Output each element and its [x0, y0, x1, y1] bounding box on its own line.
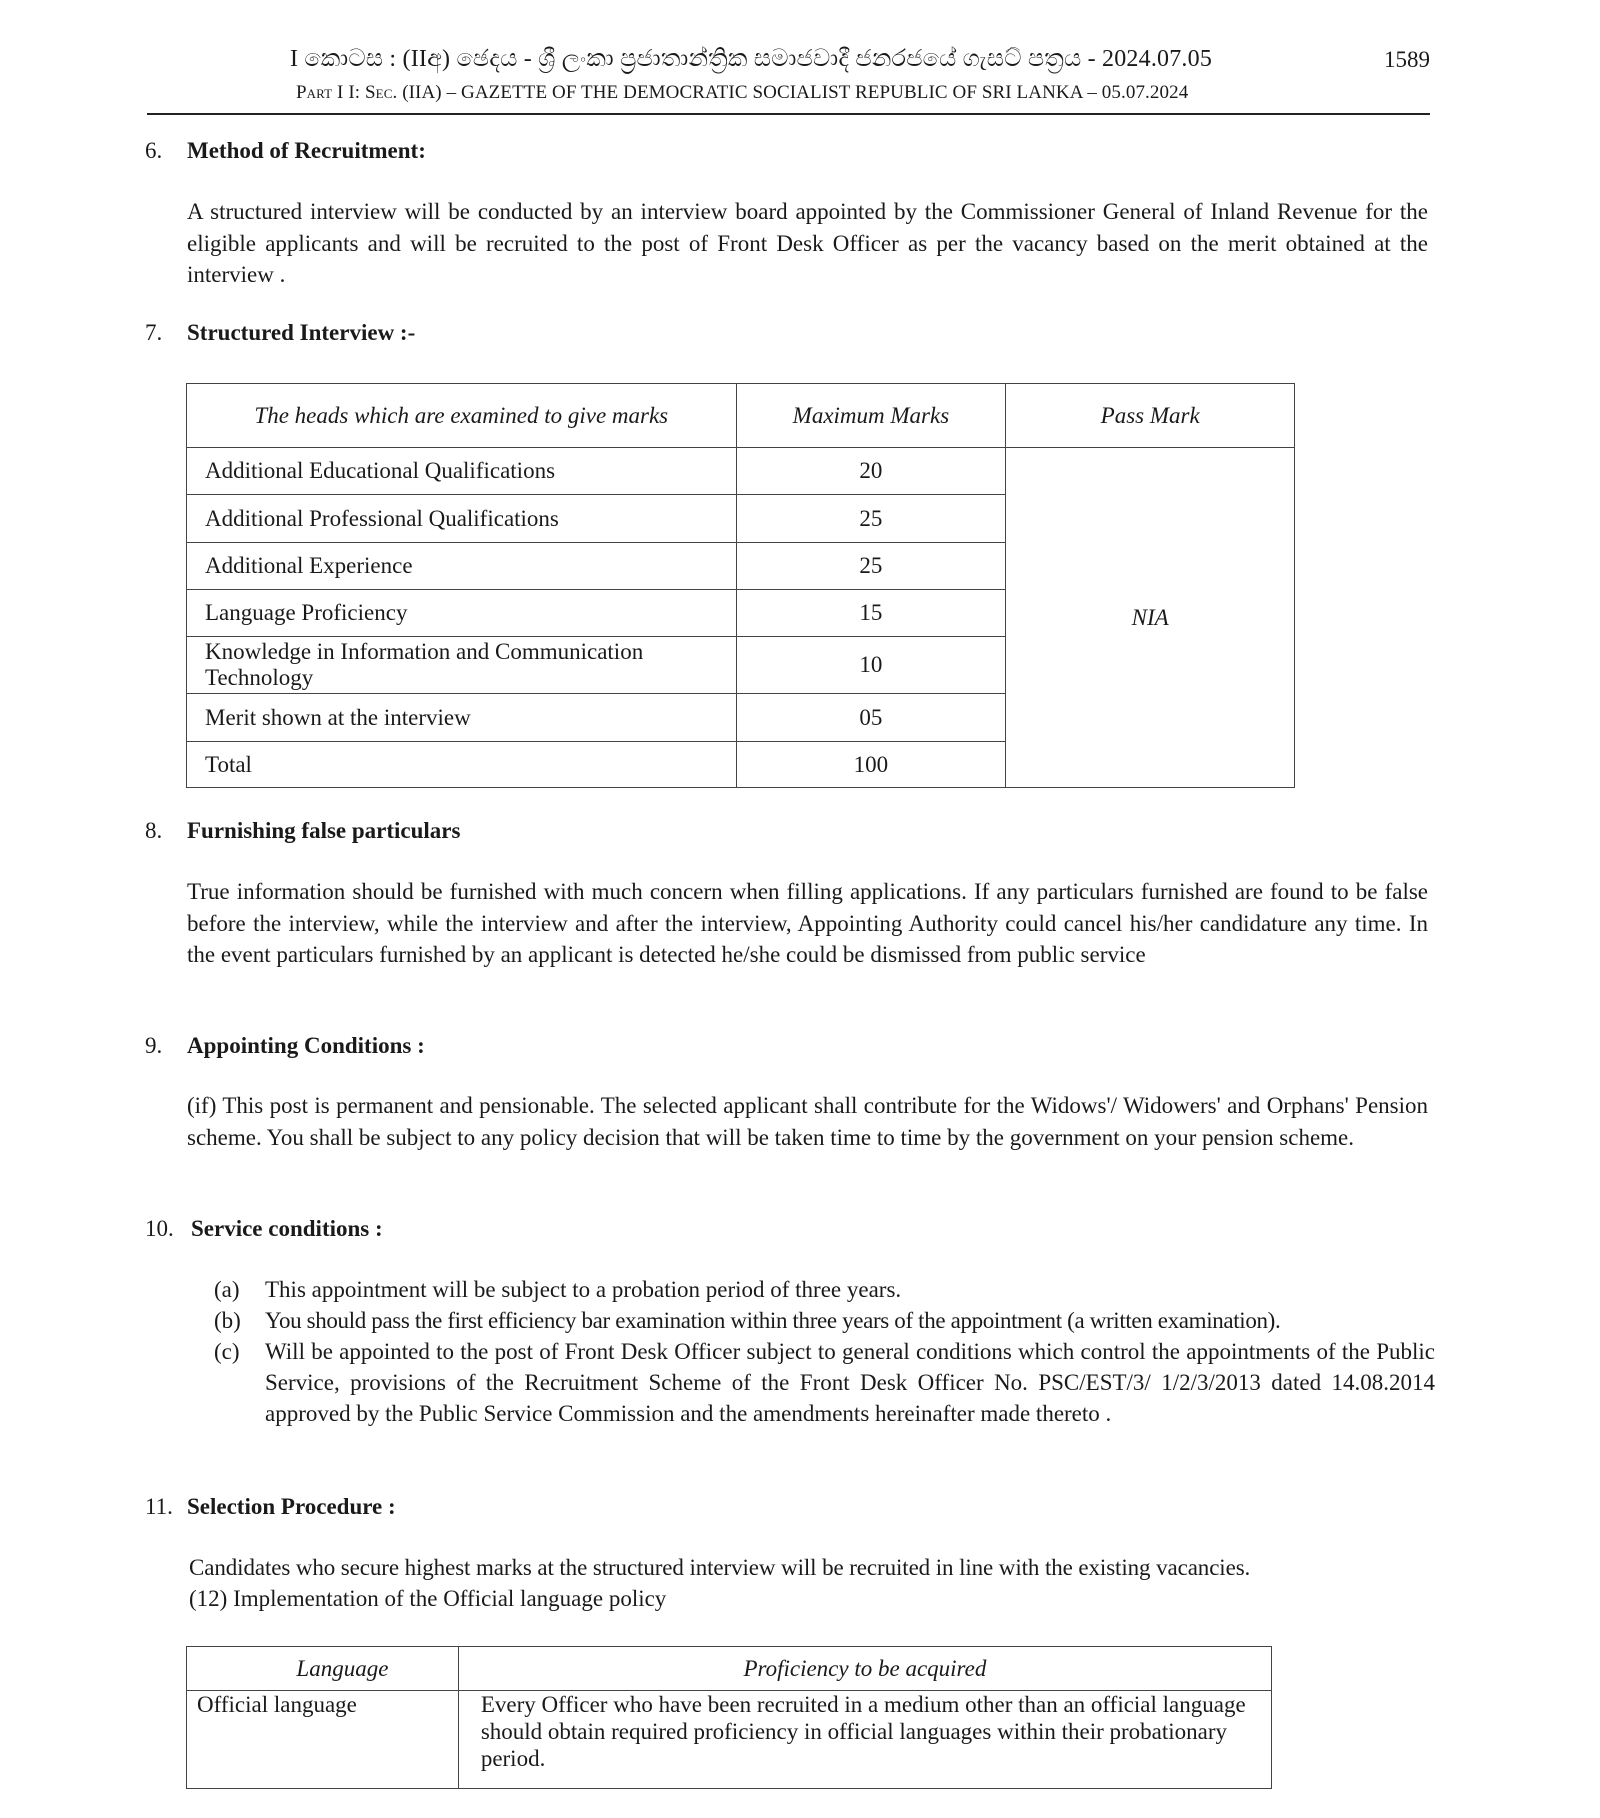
section-10-number: 10. [145, 1216, 174, 1241]
column-header-language: Language [187, 1647, 459, 1691]
english-header-rest: (IIA) – GAZETTE OF THE DEMOCRATIC SOCIALIST REPUBLIC OF SRI LANKA – 05.07.2024 [402, 82, 1189, 103]
section-6-title: Method of Recruitment: [187, 138, 426, 163]
max-marks-cell: 100 [736, 742, 1006, 788]
max-marks-cell: 20 [736, 448, 1006, 495]
column-header-max-marks: Maximum Marks [736, 384, 1006, 448]
section-9-title: Appointing Conditions : [187, 1033, 425, 1058]
head-cell: Language Proficiency [187, 590, 737, 637]
section-6-body: A structured interview will be conducted by an interview board appointed by the Commissioner General of Inland Revenue for the eligible applicants and will be recruited to the post of Front Desk Officer as per the vacancy based on the merit obtained at the interview . [187, 199, 1428, 287]
section-8-number: 8. [145, 818, 163, 843]
header-divider [147, 113, 1430, 115]
section-6-number: 6. [145, 138, 163, 163]
table-header-row [187, 1647, 1272, 1691]
head-cell: Knowledge in Information and Communication Technology [187, 637, 737, 694]
head-cell: Additional Educational Qualifications [187, 448, 737, 495]
column-header-proficiency: Proficiency to be acquired [458, 1647, 1271, 1691]
list-item-text: You should pass the first efficiency bar examination within three years of the appointment (a written examination). [265, 1308, 1281, 1333]
section-8-body: True information should be furnished with much concern when filling applications. If any particulars furnished are found to be false before the interview, while the interview and after the interview, Appointing Authority could cancel his/her candidature any time. In the event particulars furnished by an applicant is detected he/she could be dismissed from public service [187, 879, 1428, 967]
max-marks-cell: 10 [736, 637, 1006, 694]
max-marks-cell: 25 [736, 495, 1006, 543]
section-9-body: (if) This post is permanent and pensionable. The selected applicant shall contribute for the Widows'/ Widowers' and Orphans' Pension scheme. You shall be subject to any policy decision that will be taken time to time by the government on your pension scheme. [187, 1093, 1428, 1150]
section-8-title: Furnishing false particulars [187, 818, 461, 843]
table-header-row [187, 384, 1295, 448]
language-cell: Official language [187, 1691, 459, 1789]
sinhala-header-title: I කොටස : (IIඅ) ඡෙදය - ශ්‍රී ලංකා ප්‍රජාතාන්ත්‍රික සමාජවාදී ජනරජයේ ගැසට් පත්‍රය - 2024.07.05 [290, 46, 1213, 72]
column-header-heads: The heads which are examined to give marks [187, 384, 737, 448]
head-cell: Additional Experience [187, 543, 737, 590]
interview-marks-table [186, 383, 1295, 788]
section-11-number: 11. [145, 1494, 173, 1519]
section-11-body: Candidates who secure highest marks at the structured interview will be recruited in line with the existing vacancies. [189, 1555, 1251, 1580]
sec-label: Sec. [364, 82, 398, 103]
max-marks-cell: 15 [736, 590, 1006, 637]
section-10-title: Service conditions : [191, 1216, 383, 1241]
part-label: Part I [296, 82, 344, 103]
proficiency-cell: Every Officer who have been recruited in a medium other than an official language should obtain required proficiency in official languages within their probationary period. [458, 1691, 1271, 1789]
table-row [187, 1691, 1272, 1789]
section-9-number: 9. [145, 1033, 163, 1058]
head-cell: Additional Professional Qualifications [187, 495, 737, 543]
max-marks-cell: 25 [736, 543, 1006, 590]
pass-mark-cell: NIA [1006, 448, 1295, 788]
list-item-label: (c) [214, 1339, 240, 1364]
section-7-title: Structured Interview :- [187, 320, 416, 345]
section-7-number: 7. [145, 320, 163, 345]
section-12-title: (12) Implementation of the Official language policy [189, 1586, 667, 1611]
english-header-title: Part I I: Sec. (IIA) – GAZETTE OF THE DEMOCRATIC SOCIALIST REPUBLIC OF SRI LANKA – 05.07.2024 [296, 82, 1189, 103]
official-language-table [186, 1646, 1272, 1789]
max-marks-cell: 05 [736, 694, 1006, 742]
list-item-text: This appointment will be subject to a probation period of three years. [265, 1277, 902, 1302]
table-row [187, 448, 1295, 495]
list-item-label: (a) [214, 1277, 240, 1302]
column-header-pass-mark: Pass Mark [1006, 384, 1295, 448]
page-number: 1589 [1384, 47, 1430, 72]
head-cell: Total [187, 742, 737, 788]
head-cell: Merit shown at the interview [187, 694, 737, 742]
list-item-text: Will be appointed to the post of Front Desk Officer subject to general conditions which control the appointments of the Public Service, provisions of the Recruitment Scheme of the Front Desk Officer No. PSC/EST/3/ 1/2/3/2013 dated 14.08.2014 approved by the Public Service Commission and the amendments hereinafter made thereto . [265, 1339, 1435, 1426]
section-11-title: Selection Procedure : [187, 1494, 396, 1519]
list-item-label: (b) [214, 1308, 241, 1333]
